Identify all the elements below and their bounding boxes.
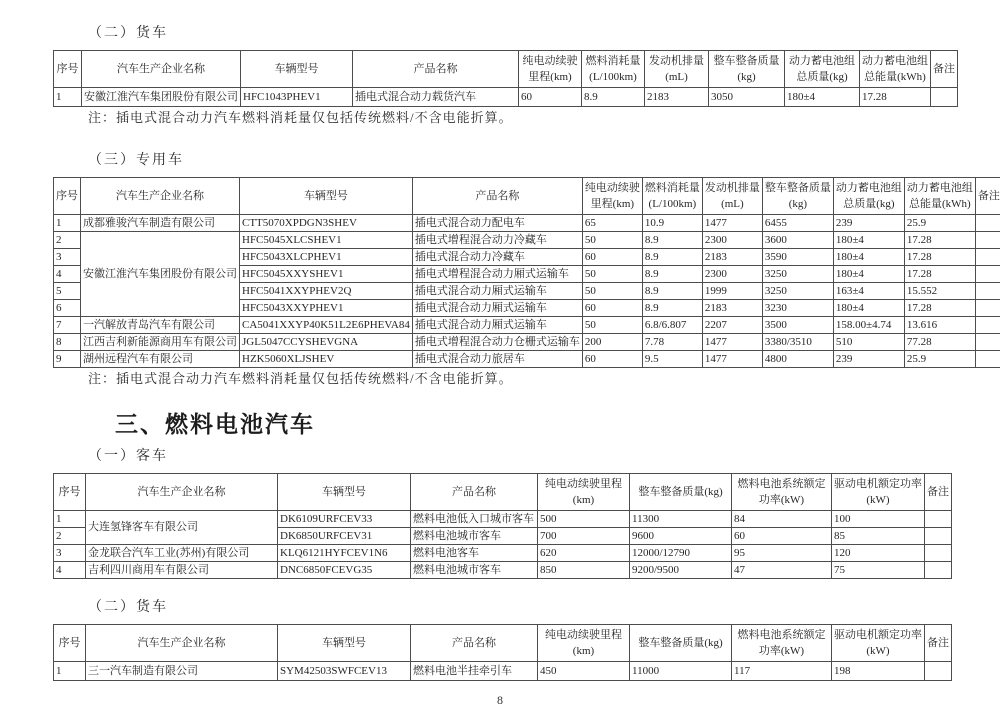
cell-fuel-consumption: 8.9	[642, 300, 702, 317]
cell-ev-range: 450	[538, 662, 630, 681]
cell-remark	[925, 562, 952, 579]
col-header-seq: 序号	[54, 625, 86, 662]
fcev-truck-table	[53, 624, 952, 681]
cell-fuel-consumption: 10.9	[642, 215, 702, 232]
cell-remark	[975, 300, 1000, 317]
cell-model: KLQ6121HYFCEV1N6	[278, 545, 411, 562]
cell-product: 燃料电池低入口城市客车	[411, 511, 538, 528]
phev-special-note: 注：插电式混合动力汽车燃料消耗量仅包括传统燃料/不含电能折算。	[88, 371, 513, 386]
cell-battery-energy: 15.552	[904, 283, 975, 300]
cell-remark	[975, 334, 1000, 351]
cell-company: 吉利四川商用车有限公司	[86, 562, 278, 579]
col-header-fuel-consumption: 燃料消耗量 (L/100km)	[642, 178, 702, 215]
col-header-product: 产品名称	[412, 178, 582, 215]
cell-model: CA5041XXYP40K51L2E6PHEVA84	[240, 317, 413, 334]
cell-ev-range: 850	[538, 562, 630, 579]
header-row	[54, 474, 952, 511]
col-header-ev-range: 纯电动续驶 里程(km)	[582, 178, 642, 215]
cell-product: 燃料电池半挂牵引车	[411, 662, 538, 681]
cell-curb-mass: 9200/9500	[630, 562, 732, 579]
cell-remark	[975, 215, 1000, 232]
cell-model: HFC5045XLCSHEV1	[240, 232, 413, 249]
cell-curb-mass: 9600	[630, 528, 732, 545]
cell-battery-mass: 510	[833, 334, 904, 351]
table-row	[54, 662, 952, 681]
cell-battery-energy: 25.9	[904, 351, 975, 368]
table-row	[54, 215, 1000, 232]
cell-seq: 4	[54, 266, 81, 283]
cell-ev-range: 50	[582, 232, 642, 249]
section-title-phev-truck: （二）货车	[88, 26, 168, 41]
cell-ev-range: 60	[519, 88, 582, 107]
col-header-seq: 序号	[54, 178, 81, 215]
cell-curb-mass: 6455	[762, 215, 833, 232]
table-row	[54, 317, 1000, 334]
header-row	[54, 51, 958, 88]
col-header-battery-mass: 动力蓄电池组 总质量(kg)	[833, 178, 904, 215]
cell-company: 湖州远程汽车有限公司	[81, 351, 240, 368]
cell-motor-power: 75	[832, 562, 925, 579]
cell-seq: 5	[54, 283, 81, 300]
cell-battery-mass: 180±4	[833, 300, 904, 317]
cell-curb-mass: 11000	[630, 662, 732, 681]
cell-curb-mass: 3500	[762, 317, 833, 334]
cell-remark	[975, 266, 1000, 283]
cell-battery-mass: 163±4	[833, 283, 904, 300]
cell-fc-power: 60	[732, 528, 832, 545]
cell-product: 燃料电池城市客车	[411, 562, 538, 579]
cell-product: 插电式混合动力冷藏车	[412, 249, 582, 266]
cell-curb-mass: 4800	[762, 351, 833, 368]
fcev-bus-table	[53, 473, 952, 579]
phev-special-table	[53, 177, 1000, 368]
cell-fuel-consumption: 8.9	[642, 249, 702, 266]
cell-remark	[975, 249, 1000, 266]
cell-curb-mass: 3250	[762, 283, 833, 300]
cell-ev-range: 620	[538, 545, 630, 562]
col-header-battery-energy: 动力蓄电池组 总能量(kWh)	[860, 51, 931, 88]
cell-battery-energy: 25.9	[904, 215, 975, 232]
cell-engine-displacement: 2207	[702, 317, 762, 334]
cell-seq: 4	[54, 562, 86, 579]
col-header-fc-power: 燃料电池系统额定 功率(kW)	[732, 625, 832, 662]
cell-product: 插电式混合动力厢式运输车	[412, 317, 582, 334]
cell-engine-displacement: 1477	[702, 334, 762, 351]
cell-seq: 1	[54, 215, 81, 232]
cell-model: DK6850URFCEV31	[278, 528, 411, 545]
col-header-engine-displacement: 发动机排量 (mL)	[702, 178, 762, 215]
cell-company: 江西吉利新能源商用车有限公司	[81, 334, 240, 351]
cell-product: 燃料电池客车	[411, 545, 538, 562]
table-row	[54, 88, 958, 107]
table-row	[54, 511, 952, 528]
cell-seq: 1	[54, 511, 86, 528]
cell-curb-mass: 3250	[762, 266, 833, 283]
col-header-product: 产品名称	[353, 51, 519, 88]
cell-battery-mass: 180±4	[833, 249, 904, 266]
cell-battery-mass: 239	[833, 215, 904, 232]
cell-remark	[925, 662, 952, 681]
cell-model: HZK5060XLJSHEV	[240, 351, 413, 368]
cell-seq: 2	[54, 528, 86, 545]
page-number: 8	[497, 693, 503, 706]
col-header-fuel-consumption: 燃料消耗量 (L/100km)	[582, 51, 645, 88]
table-row	[54, 545, 952, 562]
col-header-curb-mass: 整车整备质量(kg)	[630, 625, 732, 662]
cell-company: 安徽江淮汽车集团股份有限公司	[82, 88, 241, 107]
cell-company: 三一汽车制造有限公司	[86, 662, 278, 681]
cell-seq: 1	[54, 88, 82, 107]
cell-model: HFC5043XLCPHEV1	[240, 249, 413, 266]
cell-curb-mass: 11300	[630, 511, 732, 528]
col-header-ev-range: 纯电动续驶 里程(km)	[519, 51, 582, 88]
phev-truck-note: 注：插电式混合动力汽车燃料消耗量仅包括传统燃料/不含电能折算。	[88, 110, 513, 125]
cell-product: 燃料电池城市客车	[411, 528, 538, 545]
col-header-fc-power: 燃料电池系统额定 功率(kW)	[732, 474, 832, 511]
cell-ev-range: 500	[538, 511, 630, 528]
col-header-remark: 备注	[925, 625, 952, 662]
cell-ev-range: 50	[582, 283, 642, 300]
cell-ev-range: 60	[582, 300, 642, 317]
cell-fc-power: 84	[732, 511, 832, 528]
cell-curb-mass: 3230	[762, 300, 833, 317]
cell-remark	[975, 232, 1000, 249]
cell-remark	[931, 88, 958, 107]
col-header-remark: 备注	[975, 178, 1000, 215]
cell-seq: 8	[54, 334, 81, 351]
table-row	[54, 562, 952, 579]
cell-company: 一汽解放青岛汽车有限公司	[81, 317, 240, 334]
table-row	[54, 334, 1000, 351]
cell-fuel-consumption: 7.78	[642, 334, 702, 351]
cell-engine-displacement: 2183	[702, 249, 762, 266]
cell-ev-range: 200	[582, 334, 642, 351]
cell-model: HFC5043XXYPHEV1	[240, 300, 413, 317]
col-header-ev-range: 纯电动续驶里程 (km)	[538, 474, 630, 511]
col-header-remark: 备注	[925, 474, 952, 511]
cell-fc-power: 95	[732, 545, 832, 562]
cell-battery-energy: 17.28	[904, 232, 975, 249]
col-header-curb-mass: 整车整备质量 (kg)	[762, 178, 833, 215]
col-header-model: 车辆型号	[278, 474, 411, 511]
col-header-company: 汽车生产企业名称	[86, 474, 278, 511]
cell-ev-range: 65	[582, 215, 642, 232]
cell-model: HFC1043PHEV1	[241, 88, 353, 107]
col-header-company: 汽车生产企业名称	[86, 625, 278, 662]
section-title-fcev-bus: （一）客车	[88, 449, 168, 464]
col-header-engine-displacement: 发动机排量 (mL)	[645, 51, 709, 88]
cell-model: DK6109URFCEV33	[278, 511, 411, 528]
col-header-curb-mass: 整车整备质量(kg)	[630, 474, 732, 511]
col-header-battery-mass: 动力蓄电池组 总质量(kg)	[785, 51, 860, 88]
cell-model: HFC5041XXYPHEV2Q	[240, 283, 413, 300]
section-title-fcev-truck: （二）货车	[88, 600, 168, 615]
cell-remark	[925, 528, 952, 545]
cell-product: 插电式增程混合动力冷藏车	[412, 232, 582, 249]
cell-remark	[975, 317, 1000, 334]
cell-remark	[925, 511, 952, 528]
cell-curb-mass: 12000/12790	[630, 545, 732, 562]
cell-battery-mass: 180±4	[833, 266, 904, 283]
cell-product: 插电式混合动力载货汽车	[353, 88, 519, 107]
cell-engine-displacement: 1477	[702, 351, 762, 368]
phev-truck-table	[53, 50, 958, 107]
cell-seq: 3	[54, 545, 86, 562]
cell-curb-mass: 3050	[709, 88, 785, 107]
col-header-battery-energy: 动力蓄电池组 总能量(kWh)	[904, 178, 975, 215]
cell-engine-displacement: 2183	[702, 300, 762, 317]
cell-product: 插电式混合动力厢式运输车	[412, 300, 582, 317]
col-header-seq: 序号	[54, 51, 82, 88]
cell-engine-displacement: 2183	[645, 88, 709, 107]
cell-product: 插电式混合动力配电车	[412, 215, 582, 232]
cell-fc-power: 47	[732, 562, 832, 579]
cell-company: 安徽江淮汽车集团股份有限公司	[81, 232, 240, 317]
cell-seq: 9	[54, 351, 81, 368]
cell-model: HFC5045XXYSHEV1	[240, 266, 413, 283]
cell-fuel-consumption: 6.8/6.807	[642, 317, 702, 334]
cell-remark	[925, 545, 952, 562]
cell-engine-displacement: 2300	[702, 266, 762, 283]
cell-product: 插电式增程混合动力厢式运输车	[412, 266, 582, 283]
cell-model: SYM42503SWFCEV13	[278, 662, 411, 681]
cell-engine-displacement: 1477	[702, 215, 762, 232]
cell-curb-mass: 3600	[762, 232, 833, 249]
cell-ev-range: 700	[538, 528, 630, 545]
section-title-phev-special: （三）专用车	[88, 153, 184, 168]
cell-curb-mass: 3590	[762, 249, 833, 266]
col-header-ev-range: 纯电动续驶里程 (km)	[538, 625, 630, 662]
cell-seq: 3	[54, 249, 81, 266]
col-header-remark: 备注	[931, 51, 958, 88]
cell-motor-power: 120	[832, 545, 925, 562]
col-header-motor-power: 驱动电机额定功率 (kW)	[832, 474, 925, 511]
col-header-product: 产品名称	[411, 474, 538, 511]
cell-battery-mass: 158.00±4.74	[833, 317, 904, 334]
cell-engine-displacement: 1999	[702, 283, 762, 300]
col-header-model: 车辆型号	[278, 625, 411, 662]
cell-battery-mass: 180±4	[785, 88, 860, 107]
col-header-model: 车辆型号	[241, 51, 353, 88]
cell-battery-energy: 13.616	[904, 317, 975, 334]
cell-battery-energy: 77.28	[904, 334, 975, 351]
col-header-company: 汽车生产企业名称	[81, 178, 240, 215]
cell-fuel-consumption: 9.5	[642, 351, 702, 368]
header-row	[54, 178, 1000, 215]
cell-seq: 1	[54, 662, 86, 681]
cell-company: 金龙联合汽车工业(苏州)有限公司	[86, 545, 278, 562]
cell-battery-energy: 17.28	[860, 88, 931, 107]
col-header-product: 产品名称	[411, 625, 538, 662]
cell-seq: 6	[54, 300, 81, 317]
cell-battery-energy: 17.28	[904, 300, 975, 317]
cell-remark	[975, 283, 1000, 300]
cell-battery-energy: 17.28	[904, 266, 975, 283]
table-row	[54, 351, 1000, 368]
col-header-curb-mass: 整车整备质量 (kg)	[709, 51, 785, 88]
cell-remark	[975, 351, 1000, 368]
cell-product: 插电式混合动力旅居车	[412, 351, 582, 368]
table-row	[54, 232, 1000, 249]
cell-ev-range: 60	[582, 249, 642, 266]
col-header-company: 汽车生产企业名称	[82, 51, 241, 88]
cell-fuel-consumption: 8.9	[642, 232, 702, 249]
cell-ev-range: 50	[582, 317, 642, 334]
cell-battery-energy: 17.28	[904, 249, 975, 266]
chapter-title-fuel-cell: 三、燃料电池汽车	[115, 411, 315, 437]
cell-product: 插电式混合动力厢式运输车	[412, 283, 582, 300]
cell-fuel-consumption: 8.9	[642, 283, 702, 300]
col-header-model: 车辆型号	[240, 178, 413, 215]
cell-model: CTT5070XPDGN3SHEV	[240, 215, 413, 232]
cell-battery-mass: 239	[833, 351, 904, 368]
cell-battery-mass: 180±4	[833, 232, 904, 249]
cell-curb-mass: 3380/3510	[762, 334, 833, 351]
cell-motor-power: 198	[832, 662, 925, 681]
cell-ev-range: 50	[582, 266, 642, 283]
header-row	[54, 625, 952, 662]
cell-seq: 7	[54, 317, 81, 334]
cell-product: 插电式增程混合动力仓栅式运输车	[412, 334, 582, 351]
cell-fuel-consumption: 8.9	[642, 266, 702, 283]
cell-seq: 2	[54, 232, 81, 249]
cell-motor-power: 85	[832, 528, 925, 545]
col-header-seq: 序号	[54, 474, 86, 511]
col-header-motor-power: 驱动电机额定功率 (kW)	[832, 625, 925, 662]
cell-company: 成都雅骏汽车制造有限公司	[81, 215, 240, 232]
cell-model: DNC6850FCEVG35	[278, 562, 411, 579]
cell-model: JGL5047CCYSHEVGNA	[240, 334, 413, 351]
cell-engine-displacement: 2300	[702, 232, 762, 249]
cell-company: 大连氢锋客车有限公司	[86, 511, 278, 545]
cell-ev-range: 60	[582, 351, 642, 368]
cell-fc-power: 117	[732, 662, 832, 681]
cell-motor-power: 100	[832, 511, 925, 528]
cell-fuel-consumption: 8.9	[582, 88, 645, 107]
